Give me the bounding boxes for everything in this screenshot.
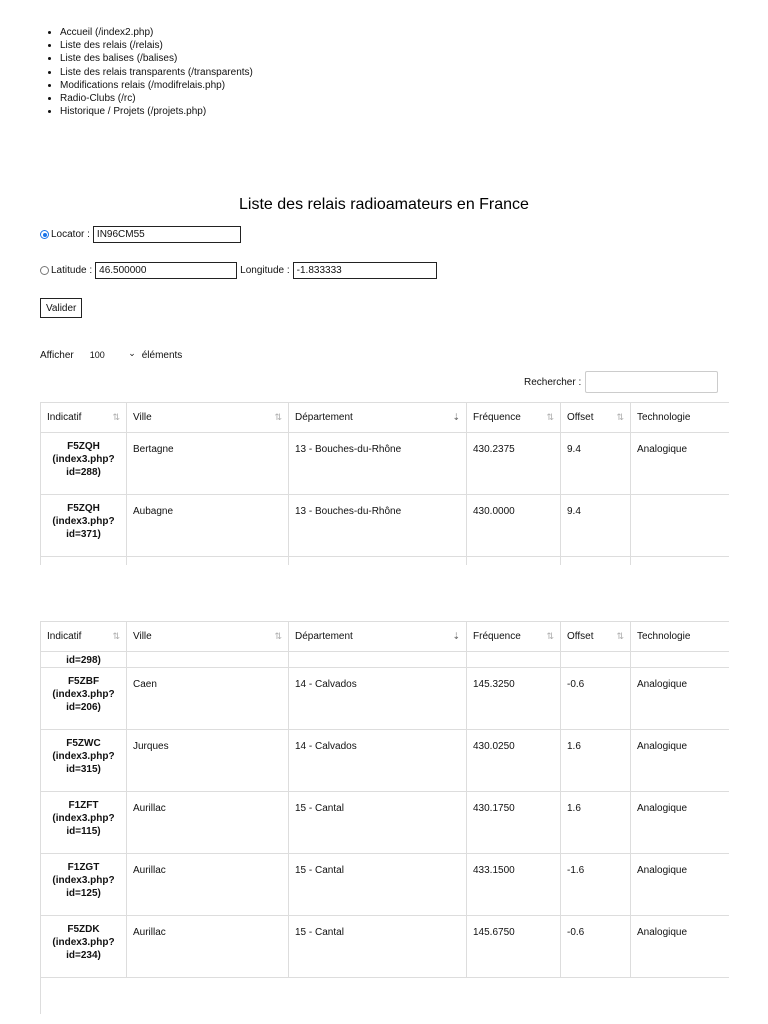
nav-link-relais[interactable]: Liste des relais (/relais) — [60, 40, 163, 52]
latitude-radio[interactable] — [40, 266, 49, 275]
nav-item-radio-clubs[interactable] — [60, 92, 253, 105]
cell-indicatif[interactable]: F5ZDK (index3.php? id=234) — [41, 916, 127, 978]
relais-table-bottom — [40, 621, 729, 1014]
table-header-row — [41, 622, 729, 652]
cell-ville: Bertagne — [127, 433, 289, 495]
cell-departement: 14 - Calvados — [289, 730, 467, 792]
page-length-control — [40, 346, 182, 364]
cell-frequence: 145.3250 — [467, 668, 561, 730]
relais-table-top — [40, 402, 729, 565]
cell-departement: 15 - Cantal — [289, 792, 467, 854]
cell-frequence: 430.1750 — [467, 792, 561, 854]
table-row-empty — [41, 978, 729, 1014]
table-header-row — [41, 403, 729, 433]
col-header-offset[interactable]: Offset ⇅ — [561, 622, 631, 652]
cell-ville: Aubagne — [127, 495, 289, 557]
cell-technologie: Analogique — [631, 916, 729, 978]
cell-frequence: 145.6750 — [467, 916, 561, 978]
col-header-departement[interactable]: Département ⇣ — [289, 403, 467, 433]
cell-indicatif[interactable]: F1ZFT (index3.php? id=115) — [41, 792, 127, 854]
cell-ville: Aurillac — [127, 916, 289, 978]
cell-departement: 13 - Bouches-du-Rhône — [289, 433, 467, 495]
search-input[interactable] — [585, 371, 718, 393]
table-row-cut — [41, 557, 729, 565]
locator-input[interactable] — [93, 226, 241, 243]
cell-technologie: Analogique — [631, 854, 729, 916]
table-row-partial — [41, 652, 729, 668]
col-header-offset[interactable]: Offset ⇅ — [561, 403, 631, 433]
col-header-frequence[interactable]: Fréquence ⇅ — [467, 622, 561, 652]
table-row — [41, 495, 729, 557]
col-header-frequence[interactable]: Fréquence ⇅ — [467, 403, 561, 433]
page-length-value: 100 — [89, 350, 105, 360]
cell-frequence: 430.2375 — [467, 433, 561, 495]
cell-indicatif[interactable]: F5ZBF (index3.php? id=206) — [41, 668, 127, 730]
sort-icon: ⇅ — [274, 412, 282, 422]
nav-list — [46, 26, 253, 118]
col-header-technologie[interactable]: Technologie — [631, 403, 729, 433]
locator-radio[interactable] — [40, 230, 49, 239]
cell-ville: Jurques — [127, 730, 289, 792]
sort-asc-icon: ⇣ — [452, 412, 460, 422]
show-suffix: éléments — [141, 349, 183, 361]
sort-icon: ⇅ — [546, 631, 554, 641]
cell-ville: Caen — [127, 668, 289, 730]
cell-frequence: 430.0250 — [467, 730, 561, 792]
cell-technologie — [631, 495, 729, 557]
sort-icon: ⇅ — [616, 412, 624, 422]
page-length-select[interactable] — [78, 346, 138, 364]
col-header-ville[interactable]: Ville ⇅ — [127, 403, 289, 433]
nav-item-transparents[interactable] — [60, 66, 253, 79]
sort-icon: ⇅ — [112, 631, 120, 641]
nav-item-modifrelais[interactable] — [60, 79, 253, 92]
col-header-indicatif[interactable]: Indicatif ⇅ — [41, 403, 127, 433]
longitude-input[interactable] — [293, 262, 437, 279]
table-row — [41, 433, 729, 495]
cell-offset: 9.4 — [561, 433, 631, 495]
latitude-label: Latitude : — [51, 265, 93, 276]
cell-indicatif[interactable]: F5ZQH (index3.php? id=288) — [41, 433, 127, 495]
cell-offset: -0.6 — [561, 668, 631, 730]
locator-label: Locator : — [51, 229, 90, 240]
search-control — [524, 371, 718, 393]
cell-technologie: Analogique — [631, 730, 729, 792]
nav-link-projets[interactable]: Historique / Projets (/projets.php) — [60, 106, 207, 118]
nav-link-transparents[interactable]: Liste des relais transparents (/transparents) — [60, 66, 253, 78]
cell-indicatif[interactable]: id=298) — [41, 652, 127, 668]
cell-offset: -1.6 — [561, 854, 631, 916]
show-prefix: Afficher — [40, 349, 74, 361]
search-label: Rechercher : — [524, 376, 582, 388]
table-row — [41, 668, 729, 730]
locator-row — [40, 226, 241, 243]
cell-technologie: Analogique — [631, 792, 729, 854]
cell-technologie: Analogique — [631, 433, 729, 495]
cell-offset: 9.4 — [561, 495, 631, 557]
cell-technologie: Analogique — [631, 668, 729, 730]
nav-link-balises[interactable]: Liste des balises (/balises) — [60, 53, 178, 65]
nav-item-accueil[interactable] — [60, 26, 253, 39]
sort-icon: ⇅ — [274, 631, 282, 641]
cell-frequence: 433.1500 — [467, 854, 561, 916]
cell-departement: 15 - Cantal — [289, 854, 467, 916]
longitude-label: Longitude : — [240, 265, 290, 276]
cell-departement: 13 - Bouches-du-Rhône — [289, 495, 467, 557]
table-row — [41, 854, 729, 916]
col-header-technologie[interactable]: Technologie — [631, 622, 729, 652]
cell-departement: 14 - Calvados — [289, 668, 467, 730]
cell-indicatif[interactable]: F5ZQH (index3.php? id=371) — [41, 495, 127, 557]
cell-indicatif[interactable]: F1ZGT (index3.php? id=125) — [41, 854, 127, 916]
cell-departement: 15 - Cantal — [289, 916, 467, 978]
table-row — [41, 916, 729, 978]
submit-button[interactable]: Valider — [40, 298, 82, 318]
latlon-row — [40, 262, 437, 279]
chevron-down-icon: ⌄ — [128, 348, 136, 358]
sort-icon: ⇅ — [546, 412, 554, 422]
cell-frequence: 430.0000 — [467, 495, 561, 557]
table-row — [41, 730, 729, 792]
nav-link-accueil[interactable]: Accueil (/index2.php) — [60, 27, 154, 38]
nav-item-balises[interactable] — [60, 52, 253, 65]
page-title: Liste des relais radioamateurs en France — [239, 196, 529, 213]
nav-link-radio-clubs[interactable]: Radio-Clubs (/rc) — [60, 93, 136, 105]
cell-offset: 1.6 — [561, 730, 631, 792]
cell-offset: -0.6 — [561, 916, 631, 978]
nav-item-projets[interactable] — [60, 105, 253, 118]
col-header-departement[interactable]: Département ⇣ — [289, 622, 467, 652]
nav-item-relais[interactable] — [60, 39, 253, 52]
cell-ville: Aurillac — [127, 792, 289, 854]
sort-icon: ⇅ — [616, 631, 624, 641]
col-header-ville[interactable]: Ville ⇅ — [127, 622, 289, 652]
cell-indicatif[interactable]: F5ZWC (index3.php? id=315) — [41, 730, 127, 792]
sort-asc-icon: ⇣ — [452, 631, 460, 641]
latitude-input[interactable] — [95, 262, 237, 279]
col-header-indicatif[interactable]: Indicatif ⇅ — [41, 622, 127, 652]
cell-ville: Aurillac — [127, 854, 289, 916]
cell-offset: 1.6 — [561, 792, 631, 854]
sort-icon: ⇅ — [112, 412, 120, 422]
nav-link-modifrelais[interactable]: Modifications relais (/modifrelais.php) — [60, 79, 226, 91]
table-row — [41, 792, 729, 854]
